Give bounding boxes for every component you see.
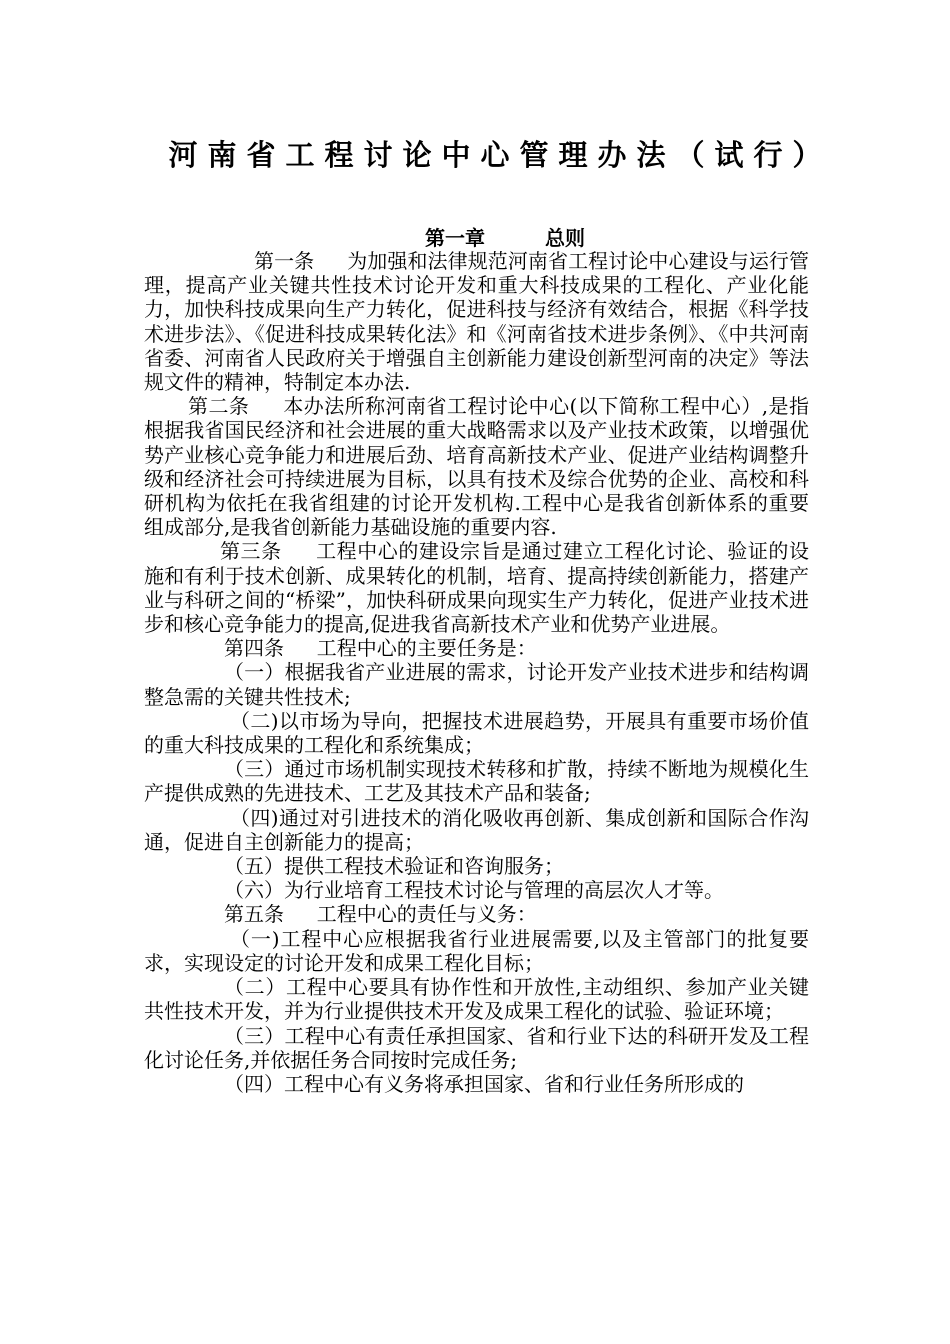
- article-4-item-2: （二)以市场为导向，把握技术进展趋势，开展具有重要市场价值的重大科技成果的工程化和系统集成；: [144, 708, 809, 758]
- article-5-item-3: （三）工程中心有责任承担国家、省和行业下达的科研开发及工程化讨论任务,并依据任务合同按时完成任务;: [144, 1023, 809, 1072]
- article-4-item-4: （四)通过对引进技术的消化吸收再创新、集成创新和国际合作沟通，促进自主创新能力的提高；: [144, 805, 809, 854]
- article-4-item-3: （三）通过市场机制实现技术转移和扩散，持续不断地为规模化生产提供成熟的先进技术、工艺及其技术产品和装备;: [144, 757, 809, 806]
- article-5-paragraph: 第五条 工程中心的责任与义务：: [224, 902, 537, 927]
- chapter-heading: 第一章 总则: [425, 226, 585, 250]
- article-5-item-1: （一)工程中心应根据我省行业进展需要,以及主管部门的批复要求，实现设定的讨论开发和成果工程化目标；: [144, 926, 809, 975]
- article-3-paragraph: 第三条 工程中心的建设宗旨是通过建立工程化讨论、验证的设施和有利于技术创新、成果转化的机制，培育、提高持续创新能力，搭建产业与科研之间的“桥梁”，加快科研成果向现实生产力转化，促进产业技术进步和核心竞争能力的提高,促进我省高新技术产业和优势产业进展。: [144, 539, 809, 637]
- document-body: [144, 249, 809, 1096]
- article-1-paragraph: 第一条 为加强和法律规范河南省工程讨论中心建设与运行管理，提高产业关键共性技术讨论开发和重大科技成果的工程化、产业化能力，加快科技成果向生产力转化，促进科技与经济有效结合，根据《科学技术进步法》、《促进科技成果转化法》和《河南省技术进步条例》、《中共河南省委、河南省人民政府关于增强自主创新能力建设创新型河南的决定》等法规文件的精神，特制定本办法.: [144, 249, 809, 395]
- article-2-paragraph: 第二条 本办法所称河南省工程讨论中心(以下简称工程中心）,是指根据我省国民经济和社会进展的重大战略需求以及产业技术政策，以增强优势产业核心竞争能力和进展后劲、培育高新技术产业、促进产业结构调整升级和经济社会可持续进展为目标，以具有技术及综合优势的企业、高校和科研机构为依托在我省组建的讨论开发机构.工程中心是我省创新体系的重要组成部分,是我省创新能力基础设施的重要内容.: [144, 394, 809, 540]
- article-4-paragraph: 第四条 工程中心的主要任务是：: [224, 636, 537, 661]
- article-4-item-6: （六）为行业培育工程技术讨论与管理的高层次人才等。: [224, 878, 724, 903]
- article-4-item-1: （一）根据我省产业进展的需求，讨论开发产业技术进步和结构调整急需的关键共性技术;: [144, 660, 809, 709]
- document-title: 河南省工程讨论中心管理办法（试行）: [168, 138, 832, 172]
- article-5-item-4: （四）工程中心有义务将承担国家、省和行业任务所形成的: [224, 1071, 744, 1096]
- article-5-item-2: （二）工程中心要具有协作性和开放性,主动组织、参加产业关键共性技术开发，并为行业提供技术开发及成果工程化的试验、验证环境；: [144, 975, 809, 1024]
- article-4-item-5: （五）提供工程技术验证和咨询服务；: [224, 854, 564, 879]
